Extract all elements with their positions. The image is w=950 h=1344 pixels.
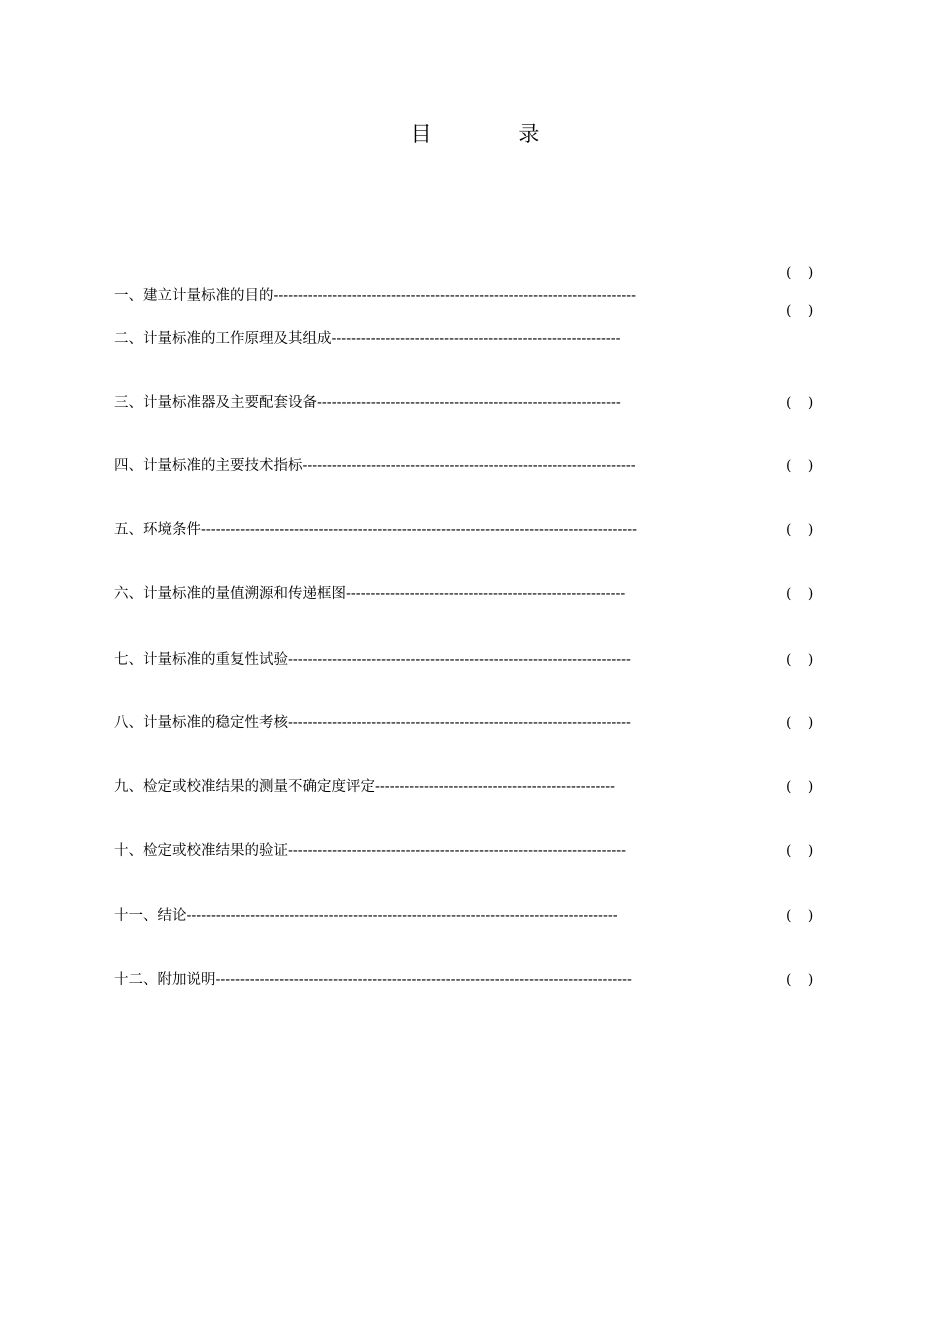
toc-entry-leader: ---------------------------------------------------------------------- xyxy=(288,652,631,668)
toc-page-ref-9: ( ) xyxy=(786,779,820,795)
toc-entry-leader: ------------------------------------------------------------------------------------- xyxy=(215,972,632,988)
toc-entry-5[interactable] xyxy=(114,520,637,540)
toc-page-ref-4: ( ) xyxy=(786,458,820,474)
toc-entry-leader: -------------------------------------------------------------------------- xyxy=(273,288,637,304)
toc-entry-label: 九、检定或校准结果的测量不确定度评定 xyxy=(114,779,375,795)
toc-entry-3[interactable] xyxy=(114,393,621,413)
toc-entry-label: 十一、结论 xyxy=(114,908,187,924)
toc-entry-leader: -------------------------------------------------------------- xyxy=(317,395,621,411)
toc-entry-2[interactable] xyxy=(114,329,621,349)
toc-entry-label: 三、计量标准器及主要配套设备 xyxy=(114,395,317,411)
toc-entry-label: 六、计量标准的量值溯源和传递框图 xyxy=(114,586,346,602)
toc-page-ref-7: ( ) xyxy=(786,652,820,668)
toc-entry-leader: --------------------------------------------------------- xyxy=(346,586,626,602)
toc-entry-leader: ---------------------------------------------------------------------- xyxy=(288,715,631,731)
toc-page-ref-6: ( ) xyxy=(786,586,820,602)
toc-entry-4[interactable] xyxy=(114,456,636,476)
toc-entry-label: 四、计量标准的主要技术指标 xyxy=(114,458,303,474)
toc-entry-6[interactable] xyxy=(114,584,625,604)
toc-page-ref-8: ( ) xyxy=(786,715,820,731)
toc-entry-leader: ----------------------------------------------------------- xyxy=(331,331,621,347)
toc-page-ref-11: ( ) xyxy=(786,908,820,924)
toc-page-ref-3: ( ) xyxy=(786,395,820,411)
toc-entry-label: 十二、附加说明 xyxy=(114,972,216,988)
toc-page-ref-2: ( ) xyxy=(786,303,820,319)
toc-entry-leader: --------------------------------------------------------------------- xyxy=(288,843,627,859)
page-title: 目 录 xyxy=(410,122,580,146)
toc-entry-label: 一、建立计量标准的目的 xyxy=(114,288,274,304)
toc-entry-label: 五、环境条件 xyxy=(114,522,201,538)
toc-entry-7[interactable] xyxy=(114,650,631,670)
toc-entry-10[interactable] xyxy=(114,841,626,861)
toc-entry-8[interactable] xyxy=(114,713,631,733)
toc-entry-label: 十、检定或校准结果的验证 xyxy=(114,843,288,859)
toc-entry-leader: ---------------------------------------------------------------------------------------- xyxy=(186,908,618,924)
toc-entry-label: 七、计量标准的重复性试验 xyxy=(114,652,288,668)
toc-entry-leader: ------------------------------------------------- xyxy=(375,779,616,795)
toc-page-ref-12: ( ) xyxy=(786,972,820,988)
toc-entry-9[interactable] xyxy=(114,777,615,797)
toc-page-ref-5: ( ) xyxy=(786,522,820,538)
toc-entry-label: 八、计量标准的稳定性考核 xyxy=(114,715,288,731)
toc-entry-1[interactable] xyxy=(114,286,636,306)
toc-page-ref-1: ( ) xyxy=(786,265,820,281)
toc-entry-leader: ----------------------------------------------------------------------------------------- xyxy=(201,522,638,538)
toc-page-ref-10: ( ) xyxy=(786,843,820,859)
toc-entry-12[interactable] xyxy=(114,970,632,990)
toc-entry-label: 二、计量标准的工作原理及其组成 xyxy=(114,331,332,347)
toc-entry-leader: -------------------------------------------------------------------- xyxy=(302,458,636,474)
toc-entry-11[interactable] xyxy=(114,906,618,926)
